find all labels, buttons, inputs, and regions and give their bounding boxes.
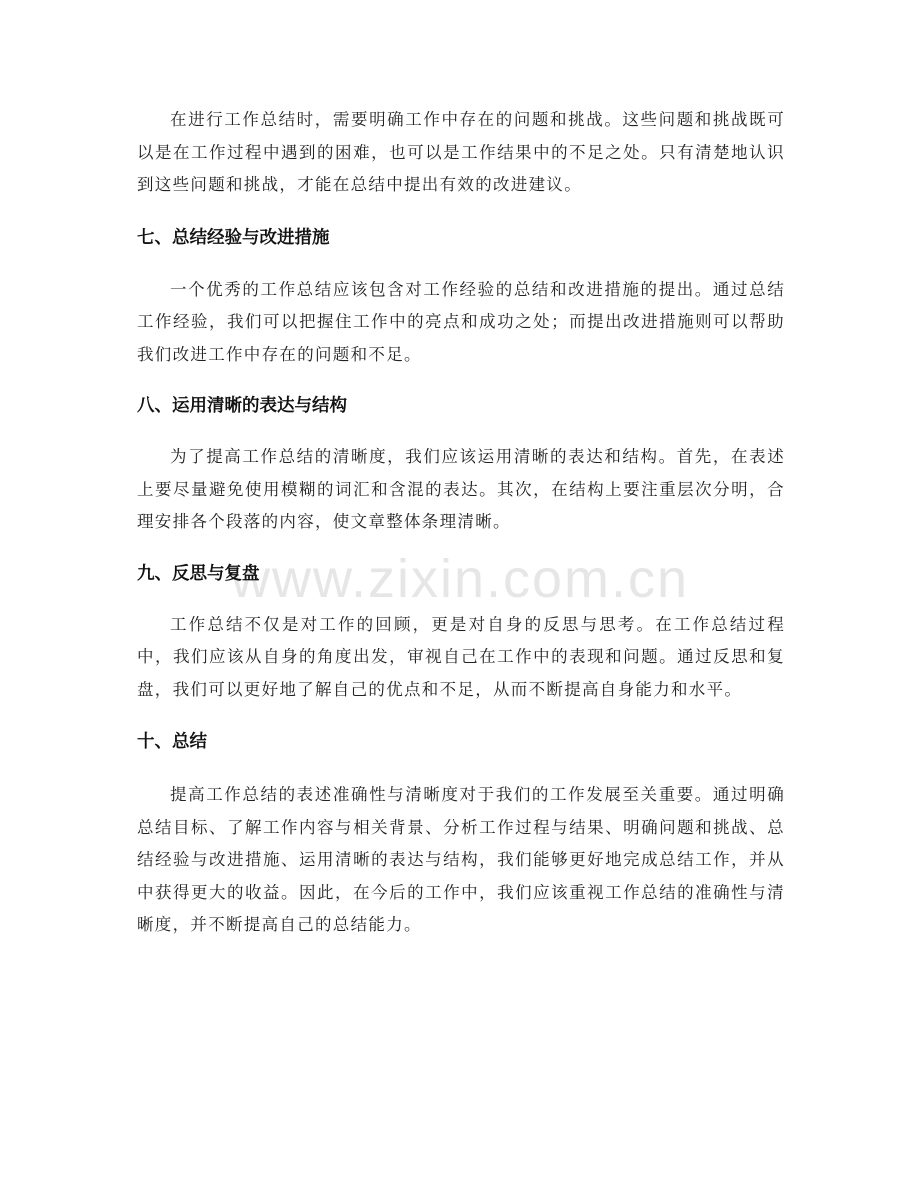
paragraph-conclusion: 提高工作总结的表述准确性与清晰度对于我们的工作发展至关重要。通过明确总结目标、了解工作内容与相关背景、分析工作过程与结果、明确问题和挑战、总结经验与改进措施、运用清晰的表达与结构，我们能够更好地完成总结工作，并从中获得更大的收益。因此，在今后的工作中，我们应该重视工作总结的准确性与清晰度，并不断提高自己的总结能力。 bbox=[137, 785, 785, 934]
heading-reflection-review: 九、反思与复盘 bbox=[137, 563, 260, 584]
paragraph-problems-challenges: 在进行工作总结时，需要明确工作中存在的问题和挑战。这些问题和挑战既可以是在工作过程中遇到的困难，也可以是工作结果中的不足之处。只有清楚地认识到这些问题和挑战，才能在总结中提出有效的改进建议。 bbox=[137, 110, 785, 194]
paragraph-clear-expression: 为了提高工作总结的清晰度，我们应该运用清晰的表达和结构。首先，在表述上要尽量避免使用模糊的词汇和含混的表达。其次，在结构上要注重层次分明，合理安排各个段落的内容，使文章整体条理清晰。 bbox=[137, 447, 785, 531]
heading-conclusion: 十、总结 bbox=[137, 732, 207, 752]
watermark: www.zixin.com.cn bbox=[230, 549, 690, 609]
heading-summarize-experience: 七、总结经验与改进措施 bbox=[137, 227, 330, 248]
heading-clear-expression: 八、运用清晰的表达与结构 bbox=[137, 396, 347, 416]
paragraph-summarize-experience: 一个优秀的工作总结应该包含对工作经验的总结和改进措施的提出。通过总结工作经验，我们可以把握住工作中的亮点和成功之处；而提出改进措施则可以帮助我们改进工作中存在的问题和不足。 bbox=[137, 279, 785, 364]
document-body bbox=[137, 104, 785, 942]
paragraph-reflection-review: 工作总结不仅是对工作的回顾，更是对自身的反思与思考。在工作总结过程中，我们应该从自身的角度出发，审视自己在工作中的表现和问题。通过反思和复盘，我们可以更好地了解自己的优点和不足，从而不断提高自身能力和水平。 bbox=[137, 614, 785, 699]
